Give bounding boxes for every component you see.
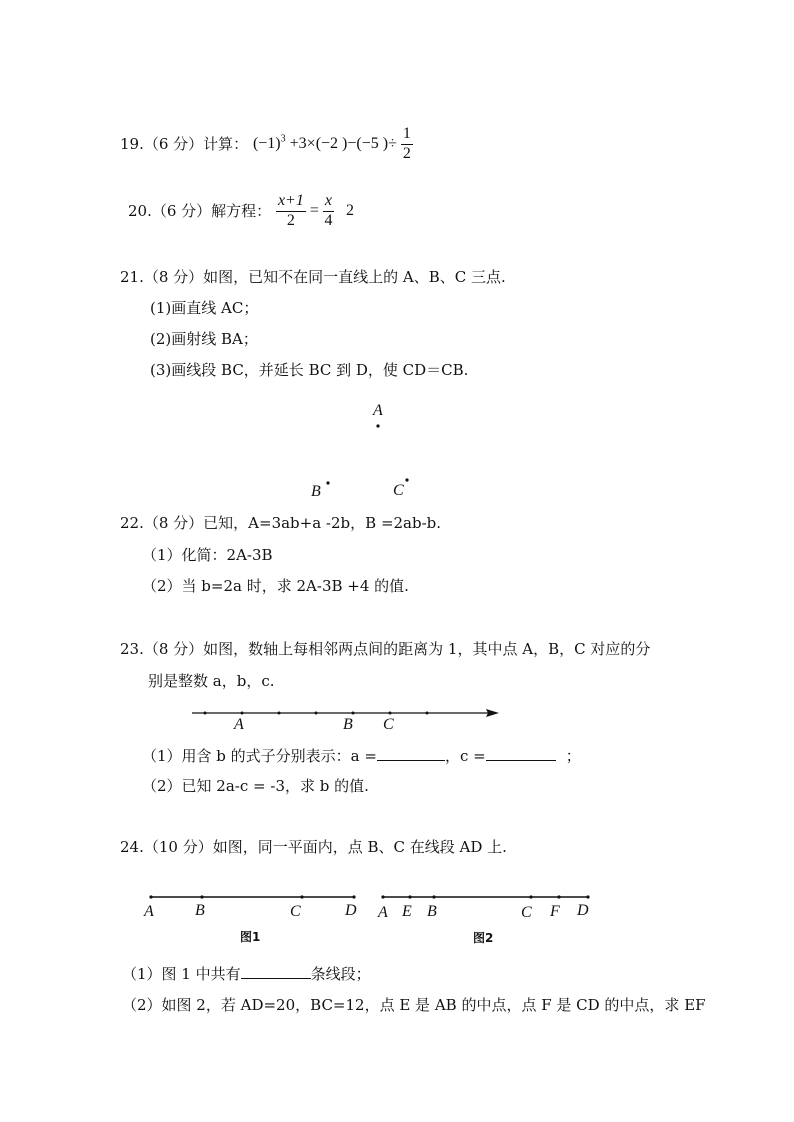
q24-stem: 24.（10 分）如图，同一平面内，点 B、C 在线段 AD 上.: [120, 838, 507, 856]
q24-fig2-point: [381, 895, 384, 898]
q21-point-c-label: C: [393, 482, 404, 499]
q22-item-1: （1）化简：2A-3B: [142, 546, 273, 564]
q24-fig2-label-a: A: [378, 904, 388, 921]
q24-fig2-caption: 图2: [473, 931, 494, 945]
q21-item-2: (2)画射线 BA；: [150, 330, 258, 348]
q21-point-a-label: A: [373, 402, 383, 419]
q24-fig2-point: [586, 895, 589, 898]
q23-label-c: C: [383, 716, 394, 733]
q24-fig1-caption: 图1: [240, 930, 261, 944]
q24-fig1-point: [200, 895, 203, 898]
q23-stem-line-1: 23.（8 分）如图，数轴上每相邻两点间的距离为 1，其中点 A，B，C 对应的分: [120, 640, 651, 658]
q19-frac-num: 1: [401, 126, 413, 145]
q23-label-b: B: [343, 716, 353, 733]
q24-item-2: （2）如图 2，若 AD=20，BC=12，点 E 是 AB 的中点，点 F 是 CD 的中点，求 EF: [122, 996, 706, 1014]
q20-tail: 2: [346, 201, 354, 219]
q21-item-3: (3)画线段 BC，并延长 BC 到 D，使 CD＝CB.: [150, 361, 469, 379]
q24-fig1-label-b: B: [195, 902, 205, 919]
q24-item-1-prefix: （1）图 1 中共有: [122, 965, 241, 983]
q19-expr-a: (−1): [252, 134, 281, 152]
q24-answer-blank[interactable]: [241, 966, 311, 979]
q19-prefix: 19.（6 分）计算：: [120, 134, 249, 153]
q20-equals: =: [309, 201, 319, 219]
q24-fig1-point: [300, 895, 303, 898]
q19-exponent: 3: [280, 133, 286, 145]
q24-fig2-label-b: B: [427, 903, 437, 920]
q24-fig1-point: [352, 895, 355, 898]
q19-expr-b: +3×(−2 )−(−5 )÷: [285, 134, 397, 152]
q23-stem-line-2: 别是整数 a，b，c.: [148, 672, 275, 690]
q23-item-1-prefix: （1）用含 b 的式子分别表示：a =: [142, 747, 377, 765]
q20-rhs-den: 4: [324, 211, 333, 229]
q24-item-1: [122, 966, 371, 982]
q19-frac-den: 2: [402, 144, 411, 162]
q24-fig1-point: [149, 895, 152, 898]
q24-fig1-label-c: C: [290, 903, 301, 920]
q21-item-1: (1)画直线 AC；: [150, 299, 259, 317]
q22-item-2: （2）当 b=2a 时，求 2A-3B +4 的值.: [142, 577, 409, 595]
q24-fig1-label-a: A: [144, 903, 154, 920]
q24-fig2-label-d: D: [577, 902, 589, 919]
q23-item-1-end: ；: [565, 747, 581, 765]
q23-label-a: A: [234, 716, 244, 733]
q23-item-1-mid: ，c =: [444, 747, 486, 765]
q20-lhs-den: 2: [286, 211, 295, 229]
q24-fig2-point: [432, 895, 435, 898]
q21-point-b-label: B: [311, 483, 321, 500]
q24-fig2-point: [557, 895, 560, 898]
q24-fig2-label-c: C: [521, 904, 532, 921]
q20-rhs-num: x: [323, 193, 334, 212]
q24-item-1-suffix: 条线段；: [310, 965, 371, 983]
q22-stem: 22.（8 分）已知，A=3ab+a -2b，B =2ab-b.: [120, 514, 442, 532]
q23-item-2: （2）已知 2a-c = -3，求 b 的值.: [142, 777, 369, 795]
q24-fig2-point: [529, 895, 532, 898]
q24-fig2-label-e: E: [402, 903, 412, 920]
q20-lhs-num: x+1: [276, 193, 306, 212]
q24-fig2-label-f: F: [550, 903, 560, 920]
q24-fig2-point: [408, 895, 411, 898]
q24-fig1-label-d: D: [345, 902, 357, 919]
q21-stem: 21.（8 分）如图，已知不在同一直线上的 A、B、C 三点.: [120, 268, 506, 286]
q20-prefix: 20.（6 分）解方程：: [128, 201, 272, 220]
